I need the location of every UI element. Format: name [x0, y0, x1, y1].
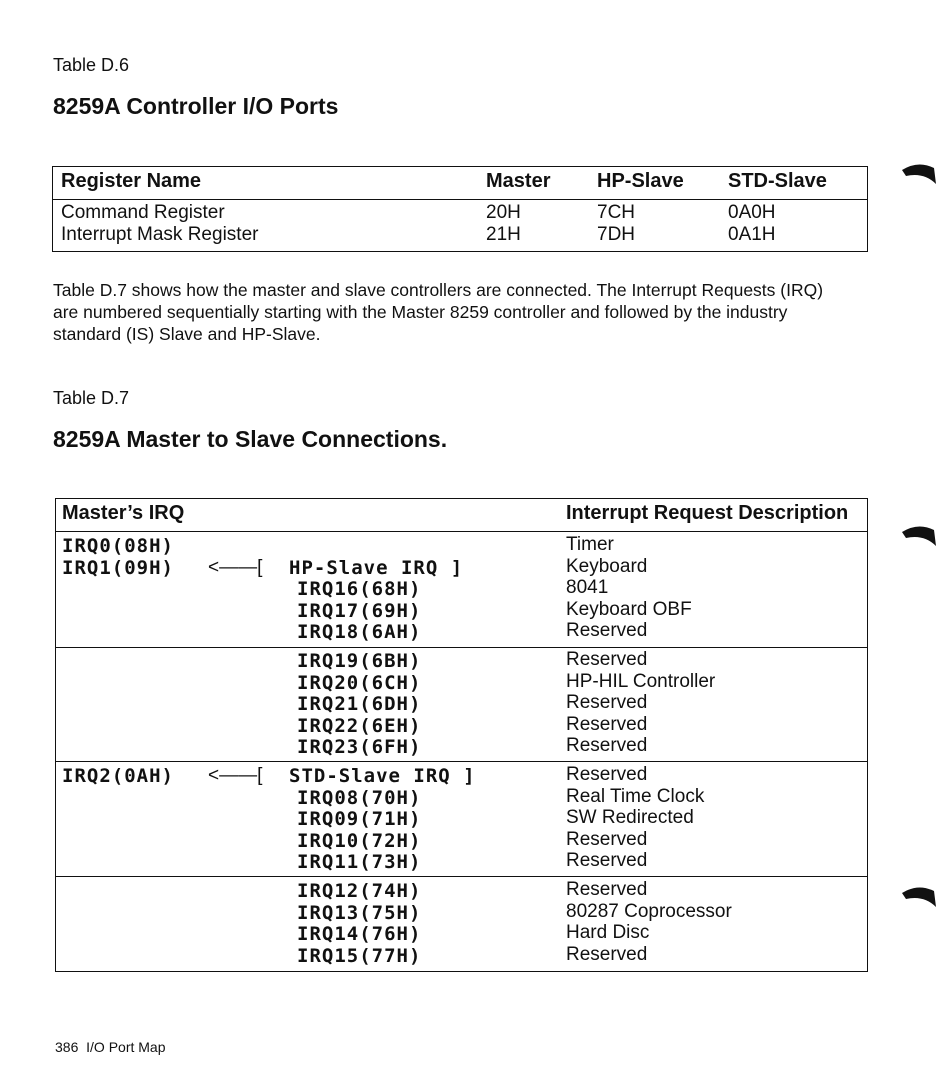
- page-footer: [55, 1039, 166, 1055]
- irq-description: 80287 Coprocessor: [566, 900, 732, 922]
- table-cell: 7CH: [597, 202, 636, 223]
- slave-controller-label: STD-Slave IRQ ]: [289, 765, 476, 787]
- slave-controller-label: HP-Slave IRQ ]: [289, 556, 464, 579]
- slave-irq: IRQ11(73H): [297, 851, 422, 874]
- slave-irq: IRQ23(6FH): [297, 736, 422, 759]
- irq-description: HP-HIL Controller: [566, 670, 716, 692]
- col-header-hp-slave: HP-Slave: [597, 170, 684, 192]
- slave-irq: IRQ22(6EH): [297, 714, 422, 737]
- table-cell: Interrupt Mask Register: [61, 224, 259, 245]
- irq-description: Reserved: [566, 879, 648, 900]
- irq-description: Reserved: [566, 692, 648, 714]
- slave-irq: IRQ10(72H): [297, 829, 422, 852]
- edge-tab-mark: [900, 522, 938, 548]
- col-header-description: Interrupt Request Description: [566, 502, 849, 524]
- master-irq: IRQ0(08H): [62, 535, 174, 557]
- header-divider: [53, 199, 867, 200]
- group-divider: [56, 876, 867, 877]
- slave-irq: IRQ09(71H): [297, 808, 422, 831]
- irq-description: Reserved: [566, 620, 648, 642]
- slave-irq: IRQ19(6BH): [297, 650, 422, 672]
- io-ports-table: [52, 166, 868, 252]
- cascade-arrow: <——[: [208, 556, 263, 578]
- section-name: I/O Port Map: [86, 1039, 166, 1055]
- table-d6-title: 8259A Controller I/O Ports: [53, 93, 339, 119]
- irq-description: SW Redirected: [566, 807, 694, 829]
- irq-description: Timer: [566, 534, 614, 555]
- table-d7-title: 8259A Master to Slave Connections.: [53, 426, 448, 452]
- header-divider: [56, 531, 867, 532]
- edge-tab-mark: [900, 883, 938, 909]
- col-header-std-slave: STD-Slave: [728, 170, 827, 192]
- slave-irq: IRQ20(6CH): [297, 671, 422, 694]
- irq-description: Reserved: [566, 649, 648, 670]
- slave-irq: IRQ12(74H): [297, 880, 422, 902]
- table-cell: 20H: [486, 202, 521, 223]
- irq-description: Reserved: [566, 828, 648, 850]
- slave-irq: IRQ08(70H): [297, 786, 422, 809]
- irq-description: Reserved: [566, 713, 648, 735]
- col-header-register-name: Register Name: [61, 170, 202, 192]
- slave-irq: IRQ16(68H): [297, 578, 422, 601]
- irq-description: Reserved: [566, 764, 648, 785]
- slave-irq: IRQ15(77H): [297, 944, 422, 967]
- irq-description: Reserved: [566, 943, 648, 965]
- table-cell: 7DH: [597, 224, 636, 245]
- slave-irq: IRQ17(69H): [297, 599, 422, 622]
- table-cell: 0A0H: [728, 202, 776, 223]
- group-divider: [56, 761, 867, 762]
- slave-irq: IRQ14(76H): [297, 923, 422, 946]
- col-header-masters-irq: Master’s IRQ: [62, 502, 185, 524]
- master-slave-table: [55, 498, 868, 972]
- slave-irq: IRQ13(75H): [297, 901, 422, 924]
- irq-description: 8041: [566, 577, 609, 599]
- irq-description: Real Time Clock: [566, 785, 705, 807]
- cascade-arrow: <——[: [208, 765, 263, 786]
- master-irq: IRQ2(0AH): [62, 765, 174, 787]
- irq-description: Reserved: [566, 850, 648, 872]
- irq-description: Reserved: [566, 735, 648, 757]
- slave-irq: IRQ21(6DH): [297, 693, 422, 716]
- group-divider: [56, 647, 867, 648]
- intro-paragraph: Table D.7 shows how the master and slave controllers are connected. The Interrupt Requests (IRQ) are numbered sequentially starting with the Master 8259 controller and followed by the industry standard (IS) Slave and HP-Slave.: [53, 280, 824, 344]
- irq-description: Keyboard: [566, 555, 648, 577]
- table-cell: Command Register: [61, 202, 225, 223]
- table-cell: 0A1H: [728, 224, 776, 245]
- page-number: 386: [55, 1039, 79, 1055]
- irq-description: Keyboard OBF: [566, 598, 692, 620]
- table-d6-caption: Table D.6: [53, 55, 130, 75]
- master-irq: IRQ1(09H): [62, 556, 174, 579]
- col-header-master: Master: [486, 170, 551, 192]
- table-d7-caption: Table D.7: [53, 388, 130, 408]
- slave-irq: IRQ18(6AH): [297, 621, 422, 644]
- irq-description: Hard Disc: [566, 922, 650, 944]
- table-cell: 21H: [486, 224, 521, 245]
- edge-tab-mark: [900, 160, 938, 186]
